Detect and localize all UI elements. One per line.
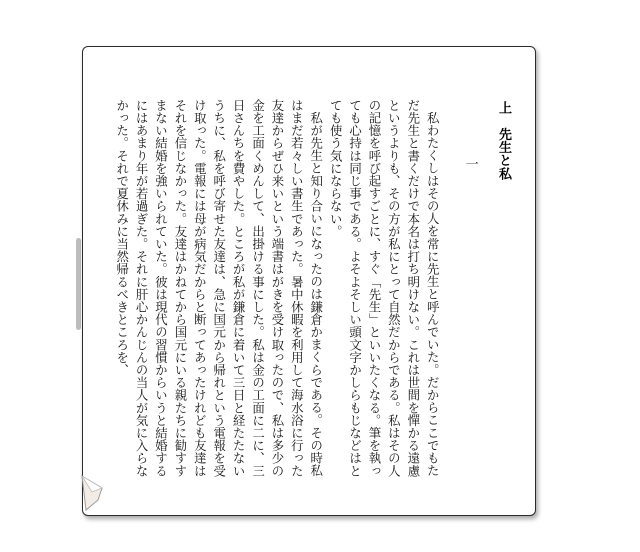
book-page: [82, 46, 536, 516]
paragraph-1: [326, 99, 442, 487]
page-curl-icon: [80, 474, 108, 514]
chapter-title: 上 先生と私: [496, 101, 511, 181]
paragraph-2: [112, 99, 325, 487]
paragraph-1-text: 私わたくしはその人を常に先生と呼んでいた。だからここでもただ先生と書くだけで本名は打ち明けない。これは世間を憚かる遠慮というよりも、その方が私にとって自然だからである。私はその人の記憶を呼び起すごとに、すぐ「先生」といいたくなる。筆を執っても心持は同じ事である。よそよそしい頭文字かしらもじなどはとても使う気にならない。: [328, 99, 441, 477]
scrollbar-handle[interactable]: [76, 238, 81, 330]
paragraph-2-text: 私が先生と知り合いになったのは鎌倉かまくらである。その時私はまだ若々しい書生であった。暑中休暇を利用して海水浴に行った友達からぜひ来いという端書はがきを受け取ったので、私は多少の金を工面くめんして、出掛ける事にした。私は金の工面に二に、三日さんちを費やした。ところが私が鎌倉に着いて三日と経たたないうちに、私を呼び寄せた友達は、急に国元から帰れという電報を受け取った。電報には母が病気だからと断ってあったけれども友達はそれを信じなかった。友達はかねてから国元にいる親たちに勧すすまない結婚を強いられていた。彼は現代の習慣からいうと結婚するにはあまり年が若過ぎた。それに肝心かんじんの当人が気に入らなかった。それで夏休みに当然帰るべきところを、: [114, 99, 324, 477]
vertical-text-block: [112, 99, 513, 487]
section-number: 一: [462, 157, 478, 171]
